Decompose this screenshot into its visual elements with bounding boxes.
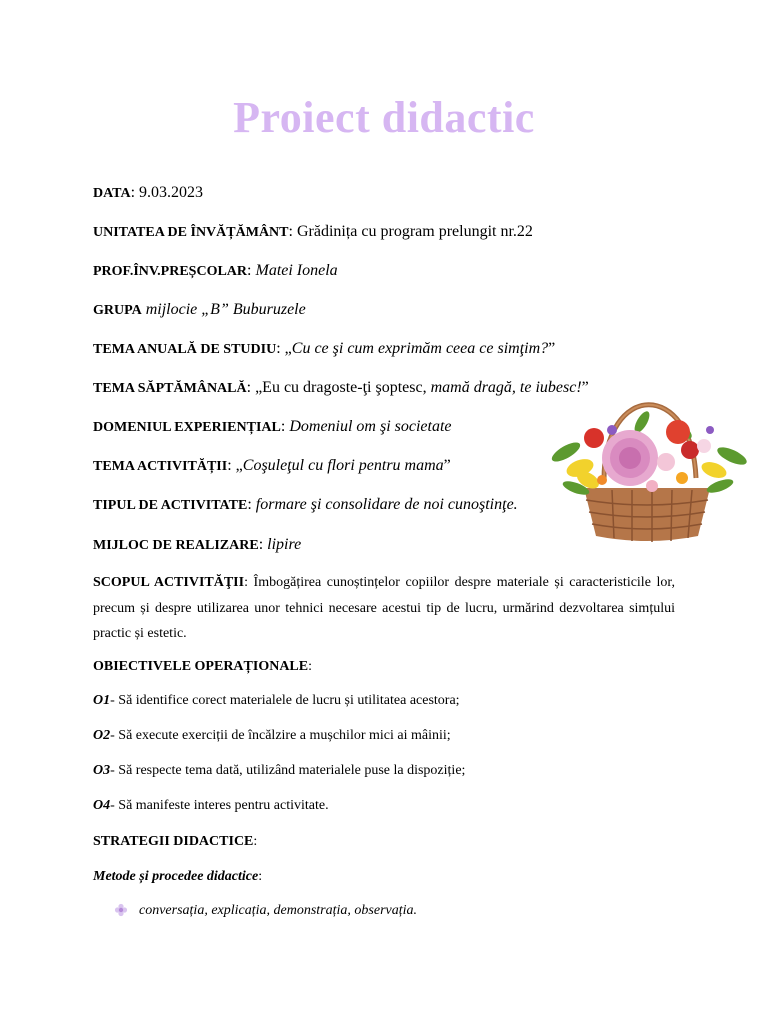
field-tipul bbox=[93, 495, 518, 516]
field-sep: : bbox=[130, 184, 140, 201]
field-value: Cu ce şi cum exprimăm ceea ce simţim? bbox=[291, 340, 549, 357]
objective-item-o3 bbox=[93, 761, 465, 781]
field-label: TEMA ANUALĂ DE STUDIU bbox=[93, 342, 277, 357]
field-sep: : bbox=[280, 418, 290, 435]
field-grupa bbox=[93, 300, 306, 321]
field-tema-activitatii bbox=[93, 456, 451, 477]
obiective-label: OBIECTIVELE OPERAȚIONALE bbox=[93, 659, 309, 674]
field-sep: : bbox=[288, 223, 297, 240]
field-data bbox=[93, 183, 203, 204]
quote-open: „ bbox=[235, 457, 243, 474]
page-title: Proiect didactic bbox=[233, 93, 535, 142]
field-tema-anuala bbox=[93, 339, 555, 360]
field-label: TIPUL DE ACTIVITATE bbox=[93, 498, 248, 513]
objective-text: - Să identifice corect materialele de lucru și utilitatea acestora; bbox=[110, 693, 460, 708]
field-sep: : bbox=[253, 834, 258, 849]
quote-close: ” bbox=[443, 457, 451, 474]
metode-label: Metode și procedee didactice bbox=[93, 869, 259, 884]
objective-code: O2 bbox=[93, 728, 111, 743]
field-value-italic: mamă dragă, te iubesc! bbox=[430, 379, 582, 396]
field-value: Domeniul om şi societate bbox=[289, 418, 452, 435]
objective-code: O3 bbox=[93, 763, 111, 778]
objective-item-o1 bbox=[93, 691, 460, 711]
field-value: Coşuleţul cu flori pentru mama bbox=[242, 457, 444, 474]
flower-basket-icon bbox=[532, 360, 758, 560]
strategii-heading bbox=[93, 831, 257, 852]
metode-heading bbox=[93, 866, 262, 887]
field-sep: : bbox=[246, 379, 256, 396]
objective-text: - Să respecte tema dată, utilizând materialele puse la dispoziție; bbox=[110, 763, 466, 778]
field-tema-saptamanala bbox=[93, 378, 589, 399]
quote-close: ” bbox=[581, 379, 589, 396]
objective-text: - Să manifeste interes pentru activitate. bbox=[110, 798, 329, 813]
strategii-label: STRATEGII DIDACTICE bbox=[93, 834, 254, 849]
field-label: MIJLOC DE REALIZARE bbox=[93, 538, 259, 553]
field-label: UNITATEA DE ÎNVĂȚĂMÂNT bbox=[93, 225, 289, 240]
field-sep: : bbox=[227, 457, 236, 474]
field-sep: : bbox=[308, 659, 312, 674]
field-label: GRUPA bbox=[93, 303, 142, 318]
scopul-text: : Îmbogățirea cunoștințelor copiilor despre materiale și caracteristicile lor, precum și despre utilizarea unor tehnici necesare acestui tip de lucru, urmărind dezvoltarea simțului practic și estetic. bbox=[93, 575, 675, 641]
field-value: formare şi consolidare de noi cunoştinţe. bbox=[255, 496, 518, 513]
quote-close: ” bbox=[548, 340, 556, 357]
field-sep: : bbox=[258, 869, 263, 884]
quote-open: „ bbox=[284, 340, 292, 357]
field-label: TEMA ACTIVITĂȚII bbox=[93, 459, 228, 474]
field-label: PROF.ÎNV.PREȘCOLAR bbox=[93, 264, 248, 279]
obiective-heading bbox=[93, 656, 312, 677]
flower-bullet-icon bbox=[114, 903, 128, 917]
field-sep: : bbox=[247, 496, 256, 513]
field-value: Grădinița cu program prelungit nr.22 bbox=[296, 223, 533, 240]
metode-bullet-item: conversația, explicația, demonstrația, observația. bbox=[139, 903, 418, 918]
objective-text: - Să execute exerciții de încălzire a mușchilor mici ai mâinii; bbox=[110, 728, 451, 743]
field-sep: : bbox=[258, 536, 268, 553]
field-value-plain: „Eu cu dragoste-ţi şoptesc, bbox=[255, 379, 431, 396]
field-label: TEMA SĂPTĂMÂNALĂ bbox=[93, 381, 247, 396]
field-sep: : bbox=[276, 340, 285, 357]
scopul-paragraph bbox=[93, 570, 675, 647]
objective-item-o2 bbox=[93, 726, 451, 746]
scopul-label: SCOPUL ACTIVITĂŢII bbox=[93, 575, 245, 590]
field-prof bbox=[93, 261, 338, 282]
field-mijloc bbox=[93, 535, 301, 556]
field-value: lipire bbox=[267, 536, 302, 553]
field-sep: : bbox=[247, 262, 256, 279]
objective-item-o4 bbox=[93, 796, 329, 816]
field-label: DATA bbox=[93, 186, 131, 201]
field-label: DOMENIUL EXPERIENȚIAL bbox=[93, 420, 281, 435]
field-unitatea bbox=[93, 222, 533, 243]
field-domeniul bbox=[93, 417, 452, 438]
field-value: 9.03.2023 bbox=[139, 184, 204, 201]
objective-code: O1 bbox=[93, 693, 111, 708]
field-value: mijlocie „B” Buburuzele bbox=[145, 301, 306, 318]
objective-code: O4 bbox=[93, 798, 111, 813]
field-value: Matei Ionela bbox=[255, 262, 338, 279]
